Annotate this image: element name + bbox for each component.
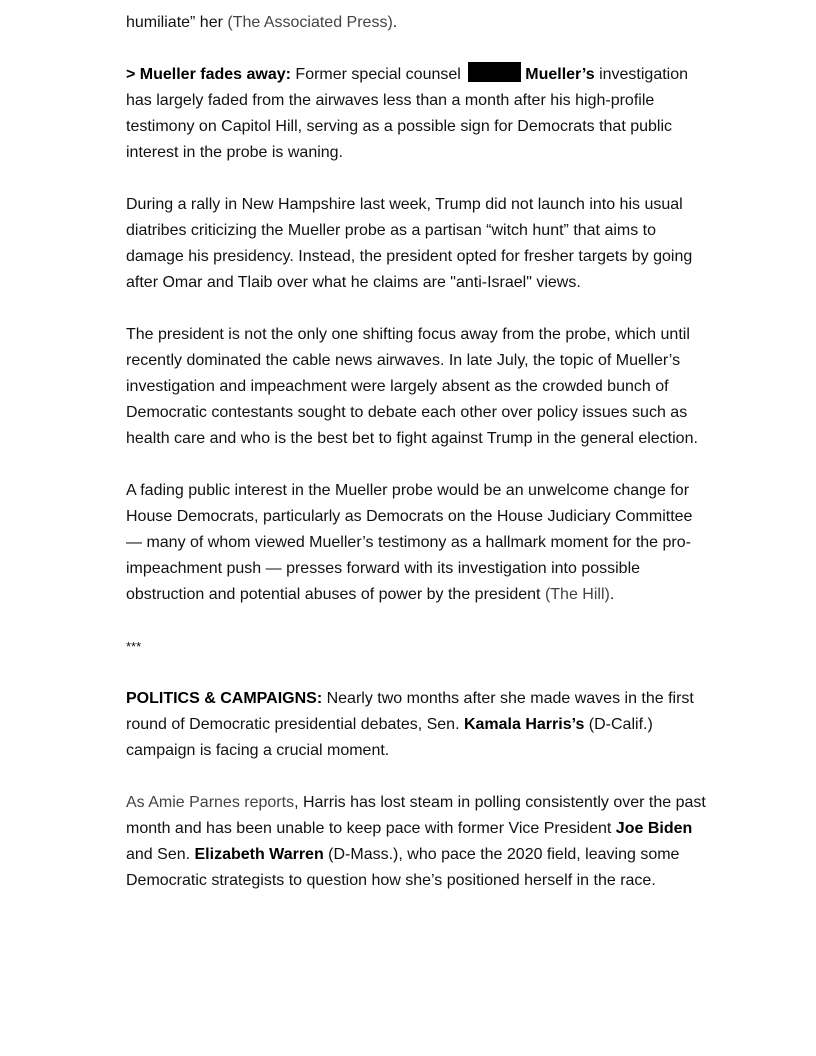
section-lead-mueller-fades: > Mueller fades away: [126, 66, 291, 83]
paragraph-text: Nearly two months after she made waves in the first round of Democratic presidential debates, Sen. [126, 690, 694, 733]
section-lead-politics-campaigns: POLITICS & CAMPAIGNS: [126, 690, 323, 707]
bold-name-joe-biden: Joe Biden [615, 820, 693, 837]
paragraph-text: , Harris has lost steam in polling consistently over the past month and has been unable to keep pace with former Vice President [126, 794, 706, 837]
paragraph-politics-campaigns [126, 686, 706, 764]
paragraph-text: Former special counsel [290, 66, 466, 83]
paragraph-text: (D-Calif.) campaign is facing a crucial moment. [126, 716, 653, 759]
redaction-box [468, 62, 521, 82]
paragraph-text: humiliate” her [126, 14, 228, 31]
paragraph-end: . [392, 14, 398, 31]
paragraph-end: . [609, 586, 615, 603]
paragraph-shifting-focus [126, 322, 706, 452]
paragraph-associated-press [126, 10, 706, 36]
paragraph-amie-parnes [126, 790, 706, 894]
paragraph-text: investigation has largely faded from the airwaves less than a month after his high-profile testimony on Capitol Hill, serving as a possible sign for Democrats that public interest in the probe is waning. [126, 66, 689, 161]
article-body [126, 10, 706, 920]
section-separator: *** [126, 639, 142, 654]
paragraph-fading-interest [126, 478, 706, 608]
source-link-amie-parnes[interactable]: As Amie Parnes reports [126, 794, 295, 811]
source-link-the-hill[interactable]: (The Hill) [544, 586, 610, 603]
paragraph-text: and Sen. [126, 846, 195, 863]
paragraph-text: (D-Mass.), who pace the 2020 field, leaving some Democratic strategists to question how she’s positioned herself in the race. [126, 846, 680, 889]
paragraph-mueller-fades [126, 62, 706, 166]
source-link-associated-press[interactable]: (The Associated Press) [227, 14, 393, 31]
paragraph-text: During a rally in New Hampshire last week, Trump did not launch into his usual diatribes criticizing the Mueller probe as a partisan “witch hunt” that aims to damage his presidency. Instead, the president opted for fresher targets by going after Omar and Tlaib over what he claims are "anti-Israel" views. [126, 196, 693, 291]
bold-name-elizabeth-warren: Elizabeth Warren [194, 846, 324, 863]
paragraph-text: The president is not the only one shifting focus away from the probe, which until recently dominated the cable news airwaves. In late July, the topic of Mueller’s investigation and impeachment were largely absent as the crowded bunch of Democratic contestants sought to debate each other over policy issues such as health care and who is the best bet to fight against Trump in the general election. [126, 326, 698, 447]
paragraph-text: A fading public interest in the Mueller probe would be an unwelcome change for House Democrats, particularly as Democrats on the House Judiciary Committee — many of whom viewed Mueller’s testimony as a hallmark moment for the pro-impeachment push — presses forward with its investigation into possible obstruction and potential abuses of power by the president [126, 482, 693, 603]
bold-name-kamala-harris: Kamala Harris’s [463, 716, 585, 733]
paragraph-new-hampshire-rally [126, 192, 706, 296]
bold-name-mueller: Mueller’s [525, 66, 595, 83]
